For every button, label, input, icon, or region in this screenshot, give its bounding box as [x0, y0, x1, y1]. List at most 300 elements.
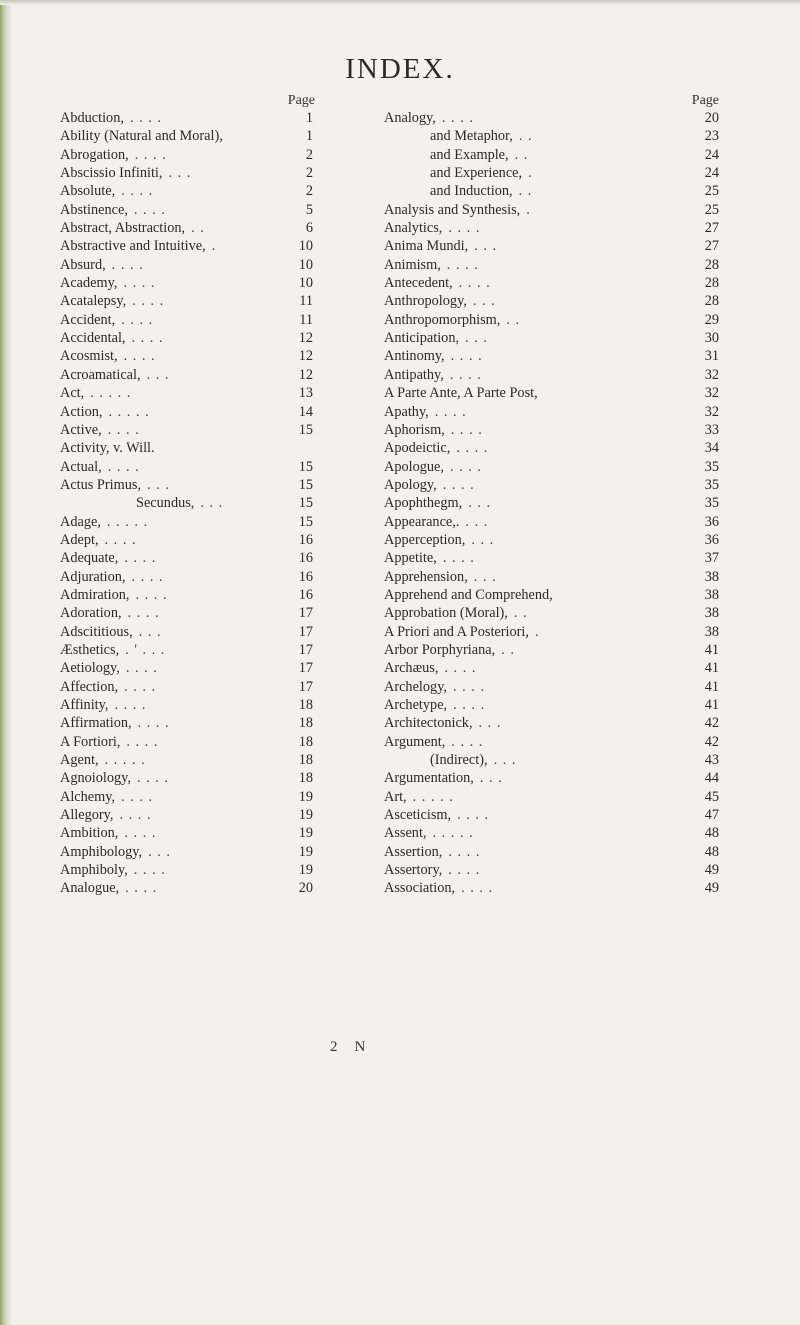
index-entry — [384, 274, 719, 292]
page-number: 48 — [704, 825, 719, 842]
index-term: Argumentation, — [384, 770, 474, 787]
index-term: Abduction, — [60, 110, 124, 126]
index-entry — [60, 513, 380, 531]
leader-dots: . . . — [478, 715, 502, 732]
page-number: 29 — [704, 311, 719, 328]
index-term: Art, — [384, 788, 407, 805]
leader-dots: . . . . — [121, 183, 154, 200]
page-number: 49 — [704, 880, 719, 897]
index-term: Analytics, — [384, 220, 443, 237]
index-term: Amphibology, — [60, 843, 143, 860]
index-entry — [60, 237, 380, 255]
index-term: Analogy, — [384, 110, 436, 126]
leader-dots: . . . . — [114, 697, 147, 713]
index-term: Act, — [60, 385, 85, 402]
leader-dots: . . . . . — [106, 513, 149, 530]
index-term: Action, — [60, 403, 103, 420]
page-top-edge — [0, 0, 800, 5]
leader-dots: . . . . — [457, 807, 490, 824]
index-entry — [384, 219, 719, 237]
index-entry — [384, 127, 719, 145]
page-number: 38 — [704, 586, 719, 603]
leader-dots: . . . . — [121, 311, 154, 328]
page-number: 18 — [298, 697, 313, 713]
leader-dots: . . . — [472, 293, 496, 310]
index-entry — [384, 733, 719, 751]
index-term: Antecedent, — [384, 275, 453, 292]
leader-dots: . . . — [138, 623, 162, 640]
index-term: Affinity, — [60, 697, 109, 713]
index-term: Acatalepsy, — [60, 293, 127, 310]
index-entry — [60, 788, 380, 806]
page-number: 12 — [298, 366, 313, 383]
index-entry — [60, 458, 380, 476]
leader-dots: . . . . — [119, 807, 152, 824]
index-term: Affirmation, — [60, 715, 132, 732]
page-number: 30 — [704, 330, 719, 347]
leader-dots: . . . . — [444, 660, 477, 677]
leader-dots: . . . . — [126, 733, 159, 750]
index-entry — [384, 586, 719, 604]
leader-dots: . . — [513, 605, 528, 622]
index-term: Apprehend and Comprehend, — [384, 586, 553, 603]
index-entry — [384, 641, 719, 659]
page-number: 17 — [298, 678, 313, 695]
index-term: Acroamatical, — [60, 366, 141, 383]
index-entry — [384, 109, 719, 127]
leader-dots: . . . . — [137, 715, 170, 732]
page-number: 1 — [305, 110, 313, 126]
index-column-left — [60, 93, 380, 898]
index-term: Anthropomorphism, — [384, 311, 501, 328]
index-entry — [384, 751, 719, 769]
leader-dots: . . . . — [111, 256, 144, 273]
index-term: Acosmist, — [60, 348, 118, 365]
index-entry — [384, 458, 719, 476]
page-number: 17 — [298, 660, 313, 677]
signature-number: 2 — [330, 1039, 339, 1055]
index-term: Admiration, — [60, 586, 130, 603]
leader-dots: . . . . — [107, 458, 140, 475]
page-number: 17 — [298, 623, 313, 640]
page-number: 17 — [298, 641, 313, 658]
index-term: Analogue, — [60, 880, 120, 897]
page-number: 36 — [704, 513, 719, 530]
index-term: Aetiology, — [60, 660, 120, 677]
index-entry — [60, 329, 380, 347]
index-term: A Fortiori, — [60, 733, 121, 750]
index-term: Apology, — [384, 476, 437, 493]
leader-dots: . . . . — [442, 476, 475, 493]
page-number: 24 — [704, 165, 719, 182]
index-term: Activity, v. Will. — [60, 440, 155, 457]
page-number: 33 — [704, 421, 719, 438]
index-term: Architectonick, — [384, 715, 473, 732]
index-term: Abrogation, — [60, 146, 129, 163]
leader-dots: . . . . — [132, 293, 165, 310]
index-term: and Metaphor, — [430, 128, 513, 145]
index-entry — [384, 549, 719, 567]
index-term: Accident, — [60, 311, 116, 328]
index-term: Absurd, — [60, 256, 106, 273]
leader-dots: . . . . — [449, 366, 482, 383]
leader-dots: . . . . — [131, 330, 164, 347]
index-term: Abscissio Infiniti, — [60, 165, 163, 182]
index-entry — [384, 366, 719, 384]
index-entry — [60, 311, 380, 329]
index-term: Adjuration, — [60, 568, 126, 585]
leader-dots: . . . . — [123, 275, 156, 292]
index-term: Assertion, — [384, 843, 443, 860]
index-entry — [384, 604, 719, 622]
index-term: Aphorism, — [384, 421, 445, 438]
page-number: 32 — [704, 403, 719, 420]
index-entry — [60, 733, 380, 751]
leader-dots: . . . . — [453, 678, 486, 695]
page-number: 15 — [298, 421, 313, 438]
page-number: 2 — [305, 183, 313, 200]
leader-dots: . . . . . — [108, 403, 150, 420]
index-entry — [60, 806, 380, 824]
page-number: 11 — [299, 311, 313, 328]
page-number: 15 — [298, 458, 313, 475]
index-entry — [60, 366, 380, 384]
page-number: 38 — [704, 605, 719, 622]
index-term: Adept, — [60, 531, 99, 548]
index-term: Actus Primus, — [60, 476, 142, 493]
index-entry — [60, 347, 380, 365]
leader-dots: . . . . — [135, 586, 168, 603]
index-entry — [384, 623, 719, 641]
index-term: Anthropology, — [384, 293, 467, 310]
leader-dots: . . . — [493, 752, 517, 769]
index-entry — [384, 788, 719, 806]
page-number: 28 — [704, 293, 719, 310]
index-entry — [60, 586, 380, 604]
index-entry — [384, 714, 719, 732]
index-term: Academy, — [60, 275, 118, 292]
leader-dots: . — [526, 201, 531, 218]
leader-dots: . . . . — [104, 531, 137, 548]
leader-dots: . — [534, 623, 540, 640]
index-entry — [384, 403, 719, 421]
index-entry — [384, 146, 719, 164]
page-number: 28 — [704, 275, 719, 292]
leader-dots: . . . . — [121, 788, 154, 805]
page-number: 16 — [298, 550, 313, 567]
index-entry — [60, 714, 380, 732]
index-term: Adscititious, — [60, 623, 133, 640]
leader-dots: . . . . — [453, 697, 486, 713]
index-term: Approbation (Moral), — [384, 605, 508, 622]
page-number: 18 — [298, 733, 313, 750]
page-number: 10 — [298, 275, 313, 292]
index-entry — [384, 843, 719, 861]
page-number: 38 — [704, 568, 719, 585]
index-entry — [60, 384, 380, 402]
index-entry — [60, 439, 380, 457]
leader-dots: . . . . — [136, 770, 169, 787]
page-number: 41 — [704, 660, 719, 677]
index-term: Accidental, — [60, 330, 126, 347]
index-entry — [384, 861, 719, 879]
leader-dots: . . . . — [125, 660, 158, 677]
index-term: Assent, — [384, 825, 427, 842]
index-term: Amphiboly, — [60, 862, 128, 879]
page-number: 23 — [704, 128, 719, 145]
index-term: Alchemy, — [60, 788, 116, 805]
leader-dots: . . . . — [129, 110, 162, 126]
index-entry — [384, 292, 719, 310]
index-entry — [60, 659, 380, 677]
page-number: 19 — [298, 862, 313, 879]
index-term: Association, — [384, 880, 456, 897]
page-number: 32 — [704, 385, 719, 402]
index-term: Apathy, — [384, 403, 429, 420]
page-column-header: Page — [287, 93, 315, 108]
page-number: 45 — [704, 788, 719, 805]
leader-dots: . . . — [473, 568, 497, 585]
page-number: 20 — [704, 110, 719, 126]
index-entry — [60, 843, 380, 861]
index-term: Animism, — [384, 256, 441, 273]
index-entry — [384, 531, 719, 549]
leader-dots: . . . . — [449, 458, 482, 475]
index-entry — [60, 146, 380, 164]
leader-dots: . . . . — [124, 550, 157, 567]
leader-dots: . . . . — [107, 421, 140, 438]
leader-dots: . . — [514, 146, 529, 163]
index-entry — [60, 494, 380, 512]
page-number: 42 — [704, 733, 719, 750]
page-number: 19 — [298, 788, 313, 805]
page-number: 12 — [298, 348, 313, 365]
leader-dots: . . . — [465, 513, 489, 530]
index-term: Affection, — [60, 678, 119, 695]
page-number: 25 — [704, 201, 719, 218]
leader-dots: . ' . . . — [125, 641, 166, 658]
index-entry — [60, 769, 380, 787]
leader-dots: . . . . — [133, 862, 166, 879]
index-term: Abstractive and Intuitive, — [60, 238, 206, 255]
page-number: 16 — [298, 586, 313, 603]
page-number: 2 — [305, 146, 313, 163]
leader-dots: . . . — [147, 476, 170, 493]
leader-dots: . . . — [200, 495, 224, 512]
index-term: and Example, — [430, 146, 509, 163]
leader-dots: . . . . — [456, 440, 489, 457]
index-term: Actual, — [60, 458, 102, 475]
index-entry — [60, 641, 380, 659]
index-entry — [384, 806, 719, 824]
leader-dots: . — [211, 238, 217, 255]
leader-dots: . . — [506, 311, 521, 328]
page-number: 41 — [704, 641, 719, 658]
index-term: Abstinence, — [60, 201, 128, 218]
page-number: 27 — [704, 238, 719, 255]
leader-dots: . — [528, 165, 533, 182]
index-term: Secundus, — [136, 495, 195, 512]
index-entry — [60, 292, 380, 310]
index-entry — [384, 347, 719, 365]
index-entry — [60, 201, 380, 219]
index-term: Ability (Natural and Moral), — [60, 128, 223, 145]
page-number: 35 — [704, 458, 719, 475]
page-number: 15 — [298, 476, 313, 493]
leader-dots: . . . — [168, 165, 192, 182]
page-number: 24 — [704, 146, 719, 163]
index-entry — [60, 879, 380, 897]
leader-dots: . . . — [474, 238, 498, 255]
page-number: 2 — [305, 165, 313, 182]
leader-dots: . . . . — [441, 110, 474, 126]
page-title: INDEX. — [345, 53, 455, 85]
index-term: Apologue, — [384, 458, 444, 475]
index-entry — [60, 531, 380, 549]
index-entry — [60, 109, 380, 127]
index-entry — [384, 439, 719, 457]
page-number: 32 — [704, 366, 719, 383]
leader-dots: . . . — [468, 495, 492, 512]
page-number: 19 — [298, 807, 313, 824]
leader-dots: . . . . — [446, 256, 479, 273]
leader-dots: . . . . . — [104, 752, 146, 769]
index-entry — [384, 421, 719, 439]
index-term: Active, — [60, 421, 102, 438]
leader-dots: . . . — [148, 843, 171, 860]
page-number: 5 — [305, 201, 313, 218]
leader-dots: . . . . — [451, 733, 484, 750]
leader-dots: . . . . — [461, 880, 494, 897]
leader-dots: . . . . — [127, 605, 160, 622]
index-term: Appetite, — [384, 550, 437, 567]
leader-dots: . . . — [479, 770, 503, 787]
index-term: and Induction, — [430, 183, 513, 200]
index-term: Ambition, — [60, 825, 119, 842]
index-entry — [384, 329, 719, 347]
index-term: Analysis and Synthesis, — [384, 201, 521, 218]
index-entry — [384, 201, 719, 219]
index-entry — [384, 494, 719, 512]
index-term: Absolute, — [60, 183, 116, 200]
index-entry — [60, 256, 380, 274]
leader-dots: . . . . — [458, 275, 491, 292]
index-entry — [384, 182, 719, 200]
index-entry — [60, 824, 380, 842]
leader-dots: . . . . — [448, 843, 481, 860]
page-number: 18 — [298, 715, 313, 732]
index-term: (Indirect), — [430, 752, 488, 769]
page-number: 48 — [704, 843, 719, 860]
page-number: 14 — [298, 403, 313, 420]
page-number: 43 — [704, 752, 719, 769]
index-entry — [60, 403, 380, 421]
page-number: 37 — [704, 550, 719, 567]
index-term: Apodeictic, — [384, 440, 451, 457]
page-number: 35 — [704, 476, 719, 493]
index-term: A Priori and A Posteriori, — [384, 623, 529, 640]
leader-dots: . . . . — [442, 550, 475, 567]
index-term: Adequate, — [60, 550, 119, 567]
page-number: 1 — [305, 128, 313, 145]
leader-dots: . . . . — [124, 825, 157, 842]
leader-dots: . . . . — [434, 403, 467, 420]
index-term: Agnoiology, — [60, 770, 131, 787]
index-entry — [60, 182, 380, 200]
index-term: and Experience, — [430, 165, 523, 182]
index-entry — [384, 659, 719, 677]
page-number: 41 — [704, 697, 719, 713]
leader-dots: . . . . — [125, 880, 158, 897]
index-term: Assertory, — [384, 862, 443, 879]
page-number: 38 — [704, 623, 719, 640]
page-number: 16 — [298, 531, 313, 548]
index-entry — [60, 421, 380, 439]
index-term: Allegory, — [60, 807, 114, 824]
index-entry — [384, 256, 719, 274]
index-term: Anticipation, — [384, 330, 460, 347]
leader-dots: . . . . . — [432, 825, 474, 842]
index-entry — [60, 219, 380, 237]
index-term: Argument, — [384, 733, 446, 750]
index-entry — [384, 696, 719, 714]
page-number: 44 — [704, 770, 719, 787]
index-term: Adage, — [60, 513, 101, 530]
index-entry — [60, 604, 380, 622]
index-entry — [60, 476, 380, 494]
page-number: 12 — [298, 330, 313, 347]
index-term: Adoration, — [60, 605, 122, 622]
page-number: 36 — [704, 531, 719, 548]
index-entry — [60, 623, 380, 641]
index-term: Apophthegm, — [384, 495, 463, 512]
page-number: 6 — [305, 220, 313, 237]
page-number: 18 — [298, 770, 313, 787]
page-number: 16 — [298, 568, 313, 585]
page-number: 47 — [704, 807, 719, 824]
index-term: A Parte Ante, A Parte Post, — [384, 385, 538, 402]
index-term: Appearance,. — [384, 513, 460, 530]
page-number: 20 — [298, 880, 313, 897]
page-column-header: Page — [691, 93, 719, 108]
index-term: Archelogy, — [384, 678, 447, 695]
page-number: 18 — [298, 752, 313, 769]
index-entry — [60, 678, 380, 696]
printer-signature — [330, 1039, 382, 1056]
page-number: 27 — [704, 220, 719, 237]
index-column-right — [384, 93, 719, 898]
leader-dots: . . . . — [134, 146, 167, 163]
index-entry — [60, 751, 380, 769]
index-entry — [60, 549, 380, 567]
signature-letter: N — [354, 1039, 367, 1055]
index-entry — [384, 879, 719, 897]
page-number: 19 — [298, 843, 313, 860]
index-entry — [60, 274, 380, 292]
index-entry — [60, 164, 380, 182]
page-number: 10 — [298, 256, 313, 273]
leader-dots: . . . . — [124, 678, 157, 695]
page-number: 42 — [704, 715, 719, 732]
page-number: 19 — [298, 825, 313, 842]
leader-dots: . . . . . — [412, 788, 454, 805]
page-number: 49 — [704, 862, 719, 879]
index-term: Anima Mundi, — [384, 238, 469, 255]
index-term: Agent, — [60, 752, 99, 769]
index-term: Apprehension, — [384, 568, 468, 585]
page-binding-edge — [0, 0, 12, 1325]
leader-dots: . . . . — [450, 348, 483, 365]
